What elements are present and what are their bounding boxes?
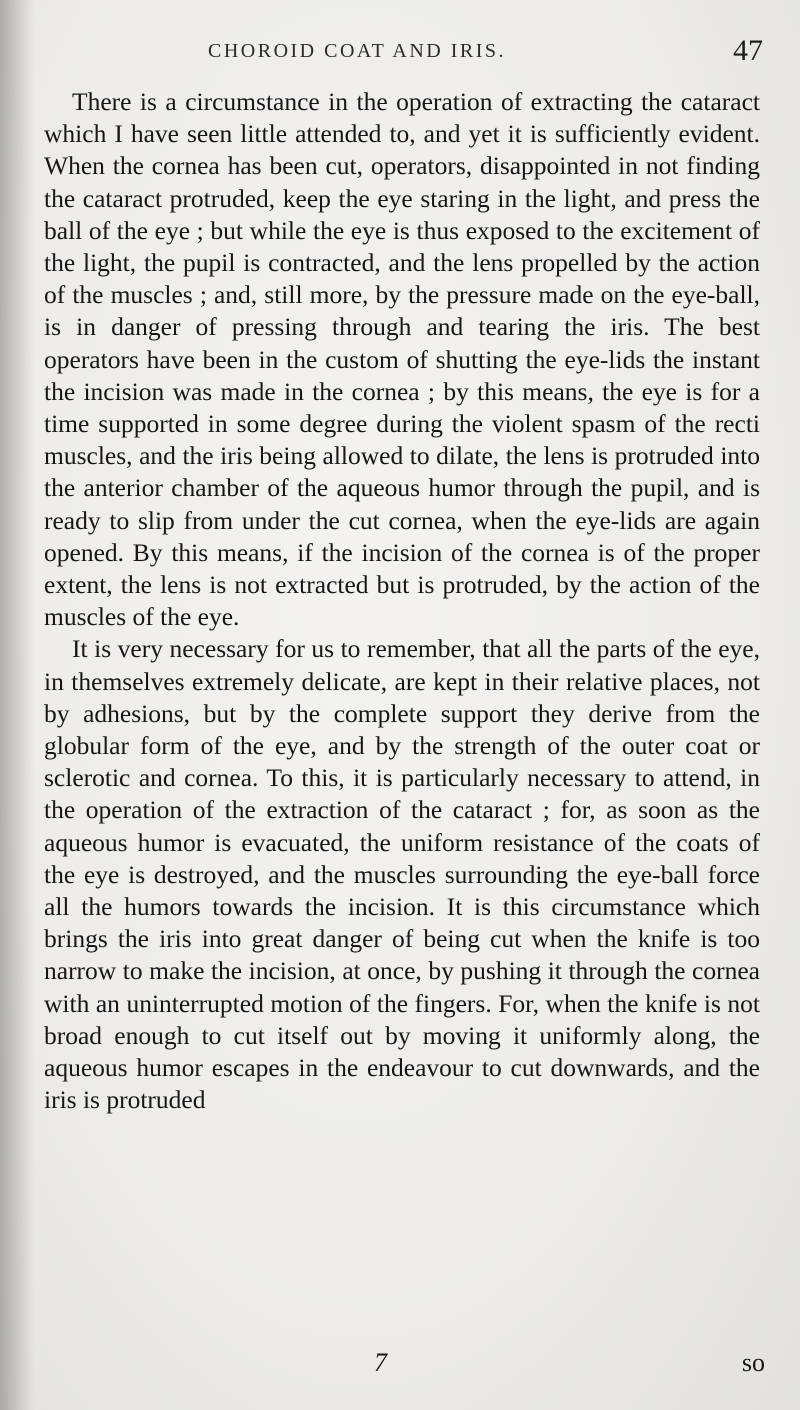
catchword: so	[741, 1348, 765, 1377]
binding-shadow	[0, 0, 34, 1410]
running-head: CHOROID COAT AND IRIS.	[208, 40, 506, 62]
page-header	[40, 36, 775, 72]
page-footer	[40, 1346, 765, 1386]
paragraph-cataract-extraction: There is a circumstance in the operation of extracting the cataract which I have seen little attended to, and yet it is sufficiently evident. When the cornea has been cut, operators, disappointed in not finding the cataract protruded, keep the eye staring in the light, and press the ball of the eye ; but while the eye is thus exposed to the excitement of the light, the pupil is contracted, and the lens propelled by the action of the muscles ; and, still more, by the pressure made on the eye-ball, is in danger of pressing through and tearing the iris. The best operators have been in the custom of shutting the eye-lids the instant the incision was made in the cornea ; by this means, the eye is for a time supported in some degree during the violent spasm of the recti muscles, and the iris being allowed to dilate, the lens is protruded into the anterior chamber of the aqueous humor through the pupil, and is ready to slip from under the cut cornea, when the eye-lids are again opened. By this means, if the incision of the cornea is of the proper extent, the lens is not extracted but is protruded, by the action of the muscles of the eye.	[44, 87, 760, 632]
page-number: 47	[733, 34, 763, 67]
signature-mark: 7	[374, 1348, 387, 1377]
body-text	[44, 86, 760, 1117]
paragraph-eye-support: It is very necessary for us to remember, that all the parts of the eye, in themselves extremely delicate, are kept in their relative places, not by adhesions, but by the complete support they derive from the globular form of the eye, and by the strength of the outer coat or sclerotic and cornea. To this, it is particularly necessary to attend, in the operation of the extraction of the cataract ; for, as soon as the aqueous humor is evacuated, the uniform resistance of the coats of the eye is destroyed, and the muscles surrounding the eye-ball force all the humors towards the incision. It is this circumstance which brings the iris into great danger of being cut when the knife is too narrow to make the incision, at once, by pushing it through the cornea with an uninterrupted motion of the fingers. For, when the knife is not broad enough to cut itself out by moving it uniformly along, the aqueous humor escapes in the endeavour to cut downwards, and the iris is protruded	[44, 634, 760, 1115]
